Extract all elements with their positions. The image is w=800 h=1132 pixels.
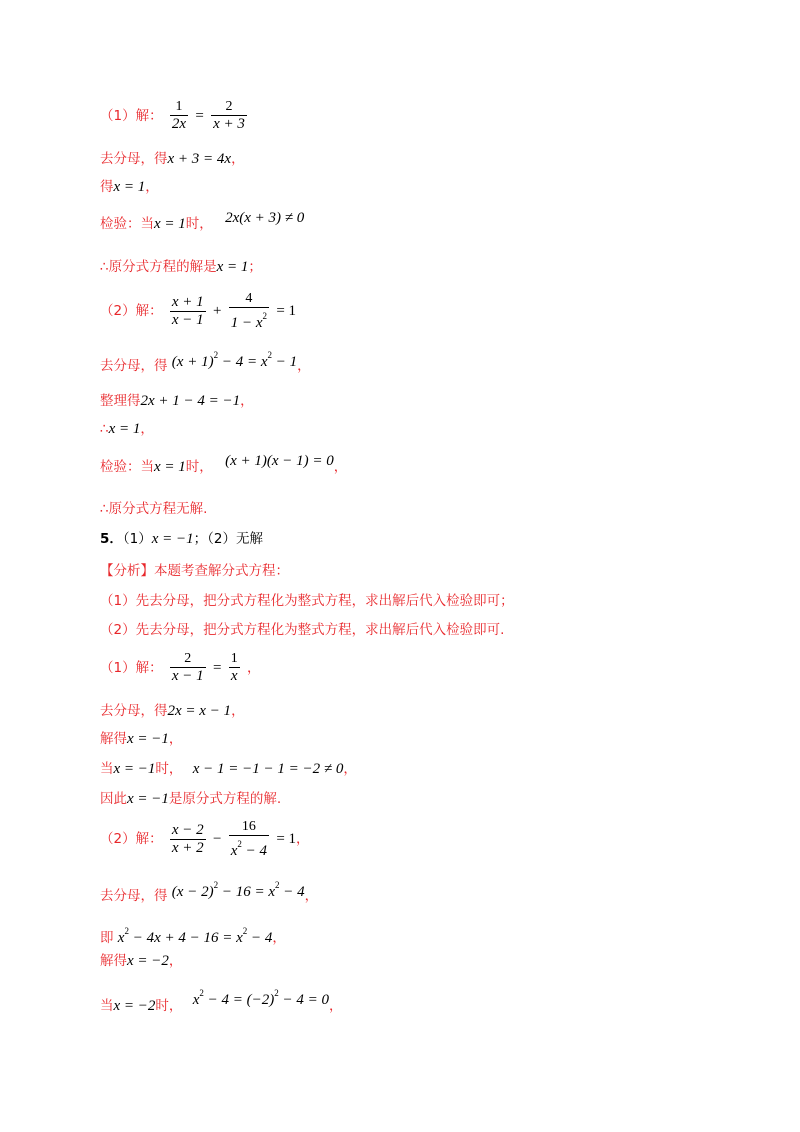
solution-1-header: （1）解： $\frac{1}{2x}$ = $\frac{2}{x + 3}$ (100, 99, 245, 132)
fraction: $\frac{1}{x}$ (230, 651, 238, 684)
check-line: 检验：当x = 1时， (x + 1)(x − 1) = 0， (100, 453, 348, 475)
conclusion-line: ∴原分式方程无解. (100, 501, 208, 517)
step-line: 即 $x^2 - 4x + 4 - 16 = x^2 - 4$， (100, 926, 286, 946)
fraction: $\frac{16}{x^2 - 4}$ (230, 819, 268, 859)
solution-1-header: （1）解： $\frac{2}{x - 1}$ = $\frac{1}{x}$ ， (100, 651, 261, 684)
step-line: 去分母，得 $(x + 1)^2 - 4 = x^2 - 1$， (100, 350, 311, 374)
fraction: $\frac{2}{x + 3}$ (213, 99, 245, 132)
check-line: 检验：当x = 1时， 2x(x + 3) ≠ 0 (100, 210, 305, 232)
fraction: $\frac{1}{2x}$ (171, 99, 187, 132)
analysis-heading: 【分析】本题考查解分式方程： (100, 563, 289, 579)
step-line: 解得x = −1， (100, 731, 183, 747)
solution-2-header: （2）解： $\frac{x - 2}{x + 2}$ − $\frac{16}{x^2 - 4}$ = 1， (100, 819, 310, 859)
analysis-line: （2）先去分母，把分式方程化为整式方程，求出解后代入检验即可. (100, 622, 505, 638)
fraction: $\frac{4}{1 - x^2}$ (230, 291, 268, 331)
step-line: 去分母，得x + 3 = 4x， (100, 151, 245, 167)
part-label: （1）解： (100, 107, 163, 124)
check-line: 当x = −1时， x − 1 = −1 − 1 = −2 ≠ 0， (100, 761, 357, 777)
solution-2-header: （2）解： $\frac{x + 1}{x - 1}$ + $\frac{4}{1 - x^2}$ = 1 (100, 291, 297, 331)
fraction: $\frac{x + 1}{x - 1}$ (171, 293, 204, 328)
step-line: 整理得2x + 1 − 4 = −1， (100, 393, 254, 409)
conclusion-line: ∴原分式方程的解是x = 1； (100, 259, 262, 275)
conclusion-line: 因此x = −1是原分式方程的解. (100, 791, 282, 807)
step-line: 解得x = −2， (100, 953, 183, 969)
fraction: $\frac{2}{x - 1}$ (171, 651, 204, 684)
check-line: 当x = −2时， $x^2 - 4 = (-2)^2 - 4 = 0$， (100, 988, 343, 1014)
problem-5-answer: 5．（1）x = −1；（2）无解 (100, 531, 263, 547)
fraction: $\frac{x - 2}{x + 2}$ (171, 821, 204, 856)
step-line: 得x = 1， (100, 179, 159, 195)
step-line: 去分母，得2x = x − 1， (100, 703, 245, 719)
analysis-line: （1）先去分母，把分式方程化为整式方程，求出解后代入检验即可； (100, 593, 514, 609)
step-line: 去分母，得 $(x - 2)^2 - 16 = x^2 - 4$， (100, 880, 319, 904)
step-line: ∴x = 1， (100, 421, 154, 437)
